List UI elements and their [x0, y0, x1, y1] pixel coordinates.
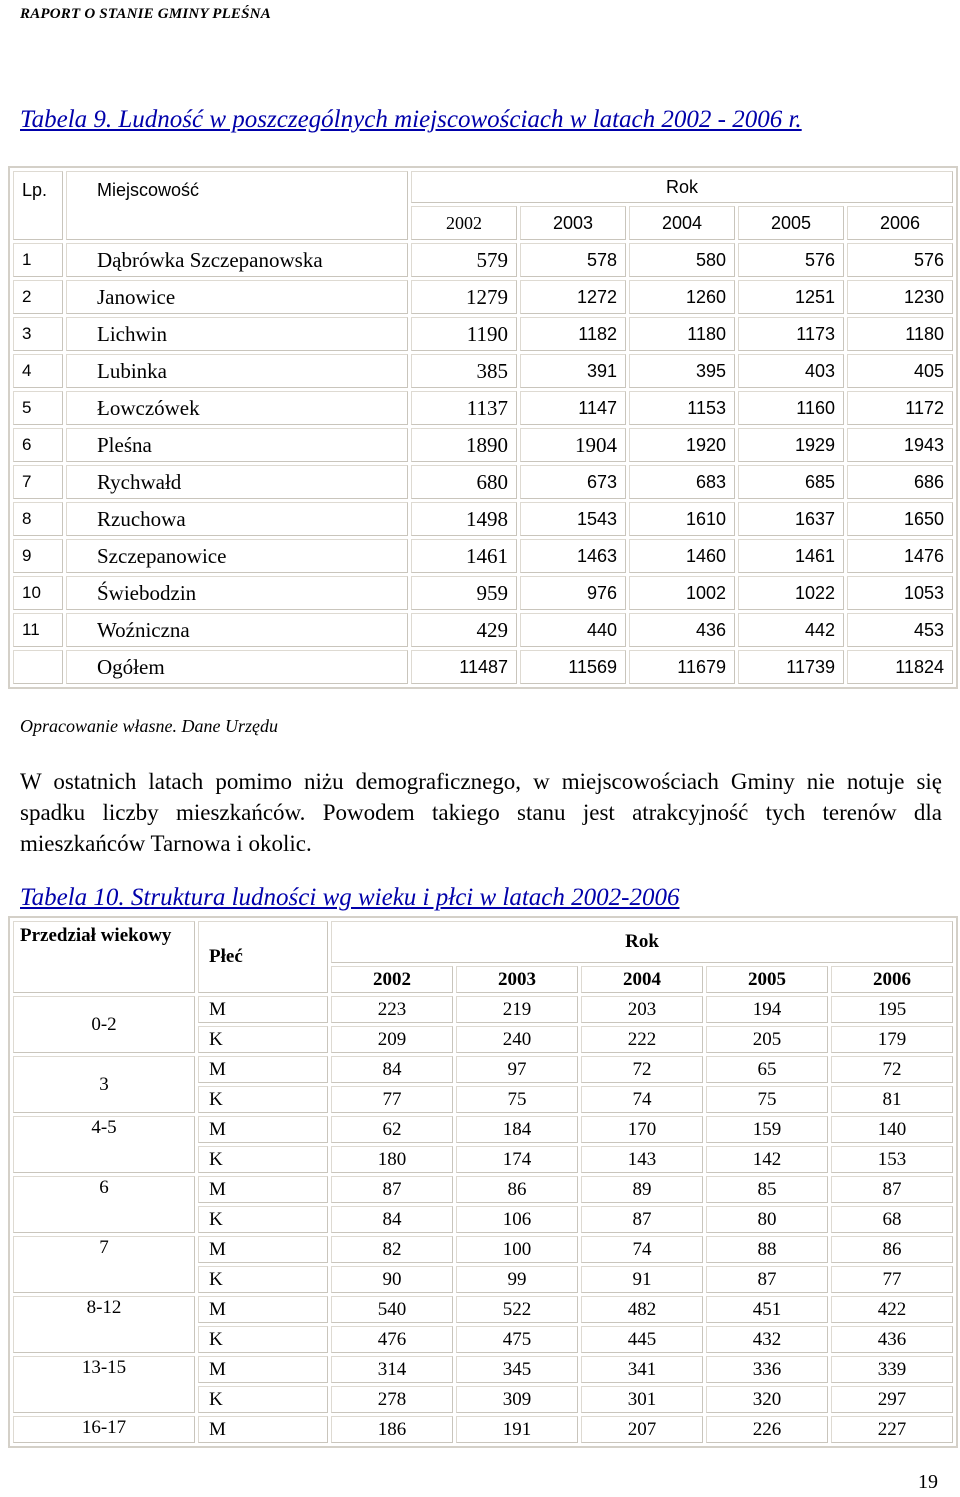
- value-cell: 87: [331, 1176, 453, 1203]
- row-value: 1904: [520, 428, 626, 462]
- row-name: Lubinka: [66, 354, 408, 388]
- row-value: 1461: [738, 539, 844, 573]
- sex-cell: K: [198, 1326, 328, 1353]
- row-value: 1463: [520, 539, 626, 573]
- header-year: 2006: [831, 966, 953, 993]
- total-value: 11824: [847, 650, 953, 684]
- value-cell: 84: [331, 1206, 453, 1233]
- value-cell: 341: [581, 1356, 703, 1383]
- value-cell: 320: [706, 1386, 828, 1413]
- value-cell: 153: [831, 1146, 953, 1173]
- row-value: 403: [738, 354, 844, 388]
- row-value: 1498: [411, 502, 517, 536]
- value-cell: 65: [706, 1056, 828, 1083]
- row-value: 1230: [847, 280, 953, 314]
- sex-cell: K: [198, 1386, 328, 1413]
- sex-cell: K: [198, 1026, 328, 1053]
- row-value: 1180: [847, 317, 953, 351]
- table10-header-row: [13, 921, 953, 963]
- header-year: 2004: [629, 206, 735, 240]
- value-cell: 482: [581, 1296, 703, 1323]
- table-row: [13, 613, 953, 647]
- value-cell: 314: [331, 1356, 453, 1383]
- sex-cell: K: [198, 1146, 328, 1173]
- row-value: 1153: [629, 391, 735, 425]
- row-value: 673: [520, 465, 626, 499]
- sex-cell: M: [198, 1356, 328, 1383]
- sex-cell: M: [198, 1176, 328, 1203]
- total-value: 11487: [411, 650, 517, 684]
- value-cell: 522: [456, 1296, 578, 1323]
- table9-header-row: [13, 171, 953, 203]
- value-cell: 97: [456, 1056, 578, 1083]
- row-value: 685: [738, 465, 844, 499]
- value-cell: 84: [331, 1056, 453, 1083]
- table-row: [13, 1356, 953, 1383]
- header-year: 2005: [706, 966, 828, 993]
- header-miejscowosc: Miejscowość: [66, 171, 408, 240]
- total-value: 11739: [738, 650, 844, 684]
- table-row: [13, 1116, 953, 1143]
- table-row: [13, 1236, 953, 1263]
- row-name: Rychwałd: [66, 465, 408, 499]
- row-lp: 5: [13, 391, 63, 425]
- value-cell: 77: [331, 1086, 453, 1113]
- header-sex: Płeć: [198, 921, 328, 993]
- value-cell: 75: [706, 1086, 828, 1113]
- table-row: [13, 317, 953, 351]
- row-value: 1637: [738, 502, 844, 536]
- row-value: 429: [411, 613, 517, 647]
- row-name: Rzuchowa: [66, 502, 408, 536]
- value-cell: 174: [456, 1146, 578, 1173]
- table10-title: Tabela 10. Struktura ludności wg wieku i płci w latach 2002-2006: [20, 884, 680, 911]
- row-value: 1022: [738, 576, 844, 610]
- row-name: Woźniczna: [66, 613, 408, 647]
- row-name: Lichwin: [66, 317, 408, 351]
- value-cell: 203: [581, 996, 703, 1023]
- row-value: 405: [847, 354, 953, 388]
- value-cell: 82: [331, 1236, 453, 1263]
- value-cell: 339: [831, 1356, 953, 1383]
- value-cell: 222: [581, 1026, 703, 1053]
- total-name: Ogółem: [66, 650, 408, 684]
- value-cell: 77: [831, 1266, 953, 1293]
- row-value: 1461: [411, 539, 517, 573]
- row-value: 1476: [847, 539, 953, 573]
- age-range-cell: 8-12: [13, 1296, 195, 1353]
- value-cell: 223: [331, 996, 453, 1023]
- table9-title: Tabela 9. Ludność w poszczególnych miejscowościach w latach 2002 - 2006 r.: [20, 106, 802, 133]
- row-value: 976: [520, 576, 626, 610]
- row-value: 391: [520, 354, 626, 388]
- row-value: 959: [411, 576, 517, 610]
- table-row: [13, 465, 953, 499]
- value-cell: 309: [456, 1386, 578, 1413]
- sex-cell: K: [198, 1206, 328, 1233]
- age-range-cell: 0-2: [13, 996, 195, 1053]
- row-value: 1460: [629, 539, 735, 573]
- value-cell: 86: [831, 1236, 953, 1263]
- value-cell: 140: [831, 1116, 953, 1143]
- value-cell: 227: [831, 1416, 953, 1443]
- sex-cell: M: [198, 1116, 328, 1143]
- document-header: RAPORT O STANIE GMINY PLEŚNA: [20, 6, 271, 22]
- row-value: 1650: [847, 502, 953, 536]
- row-value: 576: [847, 243, 953, 277]
- value-cell: 170: [581, 1116, 703, 1143]
- value-cell: 87: [831, 1176, 953, 1203]
- sex-cell: K: [198, 1086, 328, 1113]
- row-lp: 8: [13, 502, 63, 536]
- value-cell: 540: [331, 1296, 453, 1323]
- value-cell: 422: [831, 1296, 953, 1323]
- header-year: 2002: [331, 966, 453, 993]
- page-number: 19: [918, 1471, 938, 1493]
- row-lp: 4: [13, 354, 63, 388]
- value-cell: 74: [581, 1086, 703, 1113]
- sex-cell: M: [198, 1296, 328, 1323]
- table-row: [13, 391, 953, 425]
- value-cell: 62: [331, 1116, 453, 1143]
- header-year: 2004: [581, 966, 703, 993]
- value-cell: 143: [581, 1146, 703, 1173]
- age-range-cell: 3: [13, 1056, 195, 1113]
- value-cell: 142: [706, 1146, 828, 1173]
- value-cell: 179: [831, 1026, 953, 1053]
- row-value: 1147: [520, 391, 626, 425]
- table-row: [13, 1176, 953, 1203]
- row-value: 436: [629, 613, 735, 647]
- header-rok: Rok: [411, 171, 953, 203]
- row-name: Pleśna: [66, 428, 408, 462]
- row-name: Janowice: [66, 280, 408, 314]
- row-lp: 9: [13, 539, 63, 573]
- row-value: 1251: [738, 280, 844, 314]
- value-cell: 91: [581, 1266, 703, 1293]
- row-value: 453: [847, 613, 953, 647]
- sex-cell: M: [198, 1416, 328, 1443]
- table-row: [13, 243, 953, 277]
- row-value: 1180: [629, 317, 735, 351]
- row-value: 1190: [411, 317, 517, 351]
- value-cell: 432: [706, 1326, 828, 1353]
- age-range-cell: 4-5: [13, 1116, 195, 1173]
- row-lp: 10: [13, 576, 63, 610]
- header-year: 2006: [847, 206, 953, 240]
- value-cell: 87: [581, 1206, 703, 1233]
- value-cell: 345: [456, 1356, 578, 1383]
- value-cell: 186: [331, 1416, 453, 1443]
- sex-cell: M: [198, 1236, 328, 1263]
- total-lp: [13, 650, 63, 684]
- row-value: 1890: [411, 428, 517, 462]
- value-cell: 451: [706, 1296, 828, 1323]
- table-row: [13, 1056, 953, 1083]
- value-cell: 106: [456, 1206, 578, 1233]
- total-value: 11679: [629, 650, 735, 684]
- row-value: 442: [738, 613, 844, 647]
- row-name: Świebodzin: [66, 576, 408, 610]
- sex-cell: K: [198, 1266, 328, 1293]
- value-cell: 87: [706, 1266, 828, 1293]
- value-cell: 476: [331, 1326, 453, 1353]
- row-lp: 7: [13, 465, 63, 499]
- value-cell: 86: [456, 1176, 578, 1203]
- value-cell: 89: [581, 1176, 703, 1203]
- row-value: 680: [411, 465, 517, 499]
- row-lp: 6: [13, 428, 63, 462]
- row-value: 1053: [847, 576, 953, 610]
- row-value: 385: [411, 354, 517, 388]
- value-cell: 226: [706, 1416, 828, 1443]
- value-cell: 436: [831, 1326, 953, 1353]
- value-cell: 209: [331, 1026, 453, 1053]
- value-cell: 336: [706, 1356, 828, 1383]
- table-row: [13, 996, 953, 1023]
- row-value: 683: [629, 465, 735, 499]
- value-cell: 68: [831, 1206, 953, 1233]
- value-cell: 191: [456, 1416, 578, 1443]
- sex-cell: M: [198, 1056, 328, 1083]
- row-lp: 11: [13, 613, 63, 647]
- row-value: 1279: [411, 280, 517, 314]
- value-cell: 85: [706, 1176, 828, 1203]
- value-cell: 90: [331, 1266, 453, 1293]
- row-name: Łowczówek: [66, 391, 408, 425]
- table-row: [13, 539, 953, 573]
- table-row: [13, 1416, 953, 1443]
- row-value: 1137: [411, 391, 517, 425]
- row-value: 1920: [629, 428, 735, 462]
- value-cell: 297: [831, 1386, 953, 1413]
- table-row: [13, 1296, 953, 1323]
- row-value: 1173: [738, 317, 844, 351]
- row-value: 1172: [847, 391, 953, 425]
- age-range-cell: 6: [13, 1176, 195, 1233]
- age-structure-table: [8, 916, 958, 1448]
- header-year: 2003: [456, 966, 578, 993]
- row-value: 1260: [629, 280, 735, 314]
- row-value: 576: [738, 243, 844, 277]
- header-year: 2003: [520, 206, 626, 240]
- row-name: Dąbrówka Szczepanowska: [66, 243, 408, 277]
- row-value: 1002: [629, 576, 735, 610]
- row-lp: 1: [13, 243, 63, 277]
- age-range-cell: 16-17: [13, 1416, 195, 1443]
- value-cell: 195: [831, 996, 953, 1023]
- header-rok: Rok: [331, 921, 953, 963]
- value-cell: 301: [581, 1386, 703, 1413]
- value-cell: 81: [831, 1086, 953, 1113]
- value-cell: 72: [831, 1056, 953, 1083]
- table-row: [13, 354, 953, 388]
- population-table: [8, 166, 958, 689]
- row-value: 1160: [738, 391, 844, 425]
- table-row: [13, 428, 953, 462]
- total-value: 11569: [520, 650, 626, 684]
- value-cell: 207: [581, 1416, 703, 1443]
- row-value: 1182: [520, 317, 626, 351]
- value-cell: 88: [706, 1236, 828, 1263]
- table9-source: Opracowanie własne. Dane Urzędu: [20, 716, 278, 736]
- row-name: Szczepanowice: [66, 539, 408, 573]
- table-row: [13, 576, 953, 610]
- row-value: 578: [520, 243, 626, 277]
- age-range-cell: 13-15: [13, 1356, 195, 1413]
- row-value: 1943: [847, 428, 953, 462]
- total-row: [13, 650, 953, 684]
- value-cell: 205: [706, 1026, 828, 1053]
- summary-paragraph: W ostatnich latach pomimo niżu demograficznego, w miejscowościach Gminy nie notuje się spadku liczby mieszkańców. Powodem takiego stanu jest atrakcyjność tych terenów dla mieszkańców Tarnowa i okolic.: [20, 769, 942, 856]
- header-age-range: Przedział wiekowy: [13, 921, 195, 993]
- value-cell: 159: [706, 1116, 828, 1143]
- row-value: 686: [847, 465, 953, 499]
- row-lp: 3: [13, 317, 63, 351]
- row-value: 1272: [520, 280, 626, 314]
- header-lp: Lp.: [13, 171, 63, 240]
- value-cell: 240: [456, 1026, 578, 1053]
- row-value: 1610: [629, 502, 735, 536]
- value-cell: 74: [581, 1236, 703, 1263]
- value-cell: 180: [331, 1146, 453, 1173]
- value-cell: 75: [456, 1086, 578, 1113]
- value-cell: 80: [706, 1206, 828, 1233]
- table-row: [13, 280, 953, 314]
- value-cell: 100: [456, 1236, 578, 1263]
- value-cell: 475: [456, 1326, 578, 1353]
- row-value: 1543: [520, 502, 626, 536]
- value-cell: 278: [331, 1386, 453, 1413]
- row-value: 580: [629, 243, 735, 277]
- row-lp: 2: [13, 280, 63, 314]
- value-cell: 445: [581, 1326, 703, 1353]
- row-value: 579: [411, 243, 517, 277]
- value-cell: 99: [456, 1266, 578, 1293]
- row-value: 395: [629, 354, 735, 388]
- table-row: [13, 502, 953, 536]
- sex-cell: M: [198, 996, 328, 1023]
- row-value: 440: [520, 613, 626, 647]
- header-year: 2005: [738, 206, 844, 240]
- row-value: 1929: [738, 428, 844, 462]
- age-range-cell: 7: [13, 1236, 195, 1293]
- header-year: 2002: [411, 206, 517, 240]
- value-cell: 184: [456, 1116, 578, 1143]
- value-cell: 219: [456, 996, 578, 1023]
- value-cell: 72: [581, 1056, 703, 1083]
- value-cell: 194: [706, 996, 828, 1023]
